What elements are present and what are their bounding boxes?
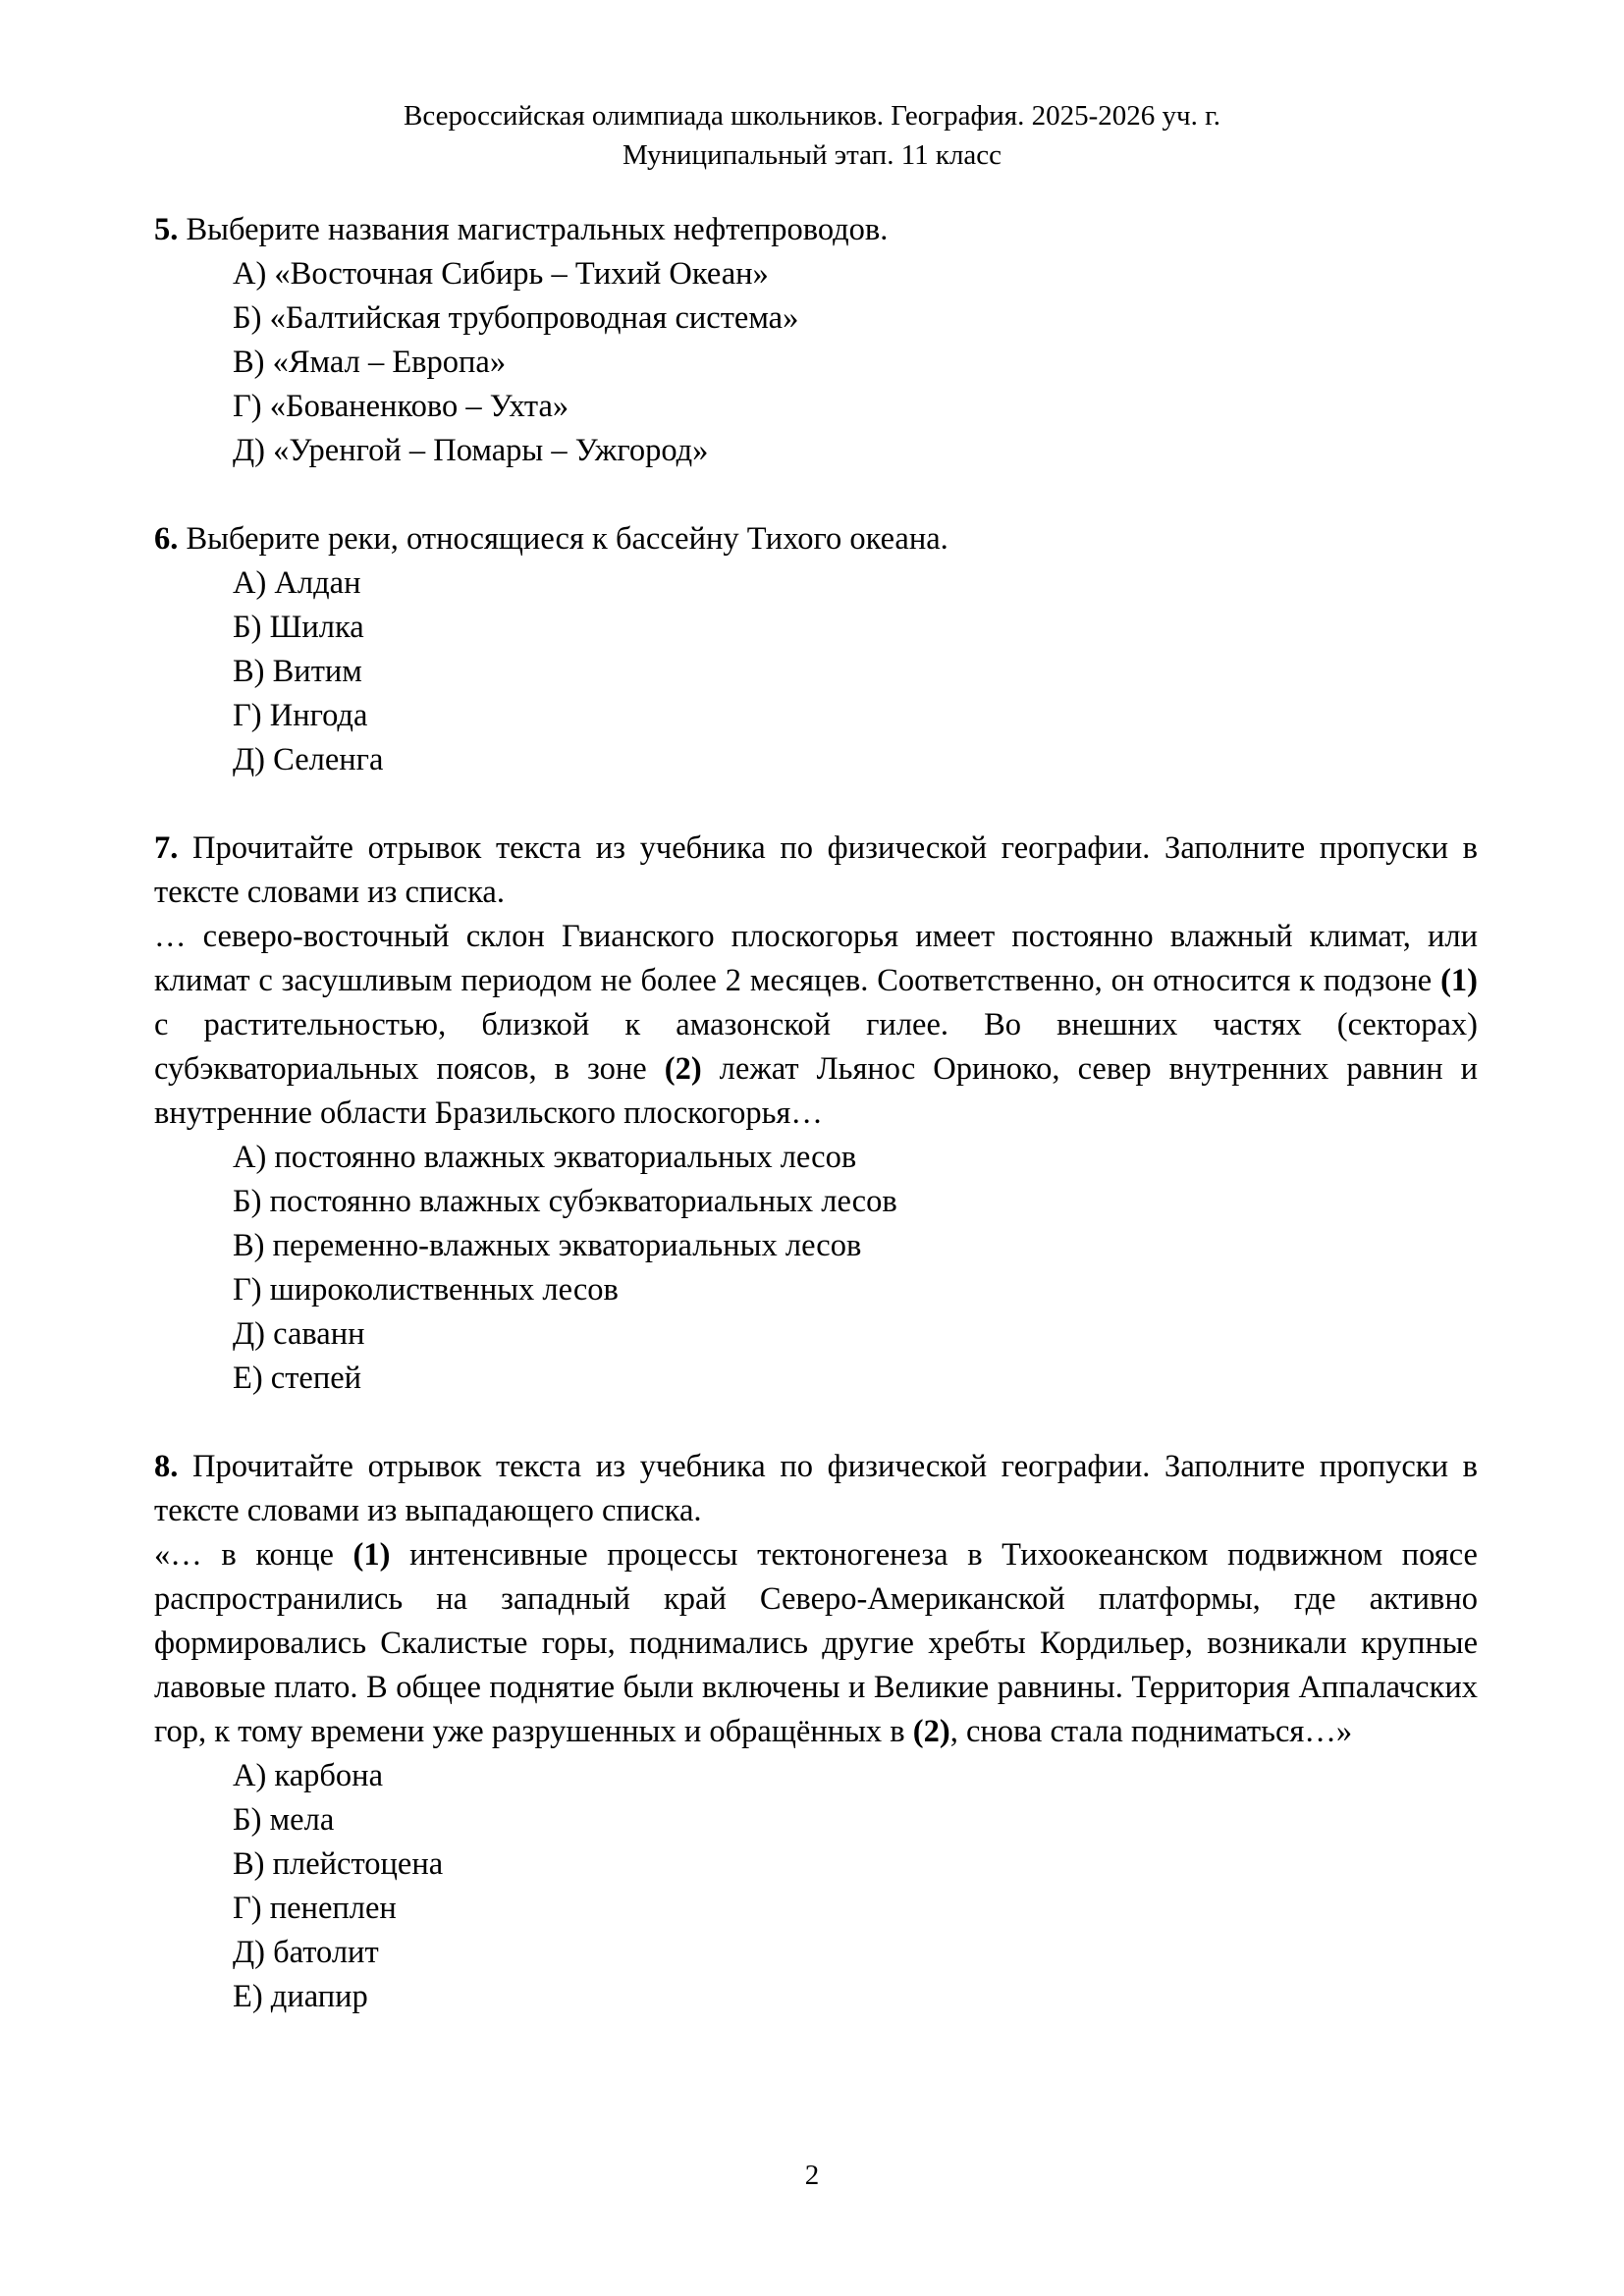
question-prompt [154, 517, 1478, 561]
question-number: 6. [154, 521, 179, 557]
question-7 [154, 827, 1478, 1401]
gap-marker-2: (2) [664, 1051, 702, 1087]
answer-option[interactable]: Д) «Уренгой – Помары – Ужгород» [233, 433, 709, 468]
answer-options [154, 1754, 1478, 2019]
page-header [0, 96, 1624, 175]
question-text: Выберите реки, относящиеся к бассейну Тихого океана. [178, 521, 948, 557]
answer-option[interactable]: Д) саванн [233, 1316, 365, 1352]
answer-option[interactable]: А) «Восточная Сибирь – Тихий Океан» [233, 256, 769, 292]
question-text: Выберите названия магистральных нефтепроводов. [178, 212, 889, 247]
questions-content [154, 208, 1478, 2063]
answer-option[interactable]: В) переменно-влажных экваториальных лесов [233, 1228, 862, 1263]
answer-options [154, 1136, 1478, 1401]
answer-option[interactable]: А) карбона [233, 1758, 383, 1793]
question-number: 8. [154, 1449, 179, 1484]
question-text: Прочитайте отрывок текста из учебника по физической географии. Заполните пропуски в тексте словами из выпадающего списка. [154, 1449, 1478, 1528]
passage-text: с растительностью, близкой к амазонской гилее. Во внешних частях (секторах) субэкваториальных поясов, в зоне [154, 1007, 1478, 1087]
passage-text: интенсивные процессы тектоногенеза в Тихоокеанском подвижном поясе распространились на западный край Северо-Американской платформы, где активно формировались Скалистые горы, поднимались другие хребты Кордильер, возникали крупные лавовые плато. В общее поднятие были включены и Великие равнины. Территория Аппалачских гор, к тому времени уже разрушенных и обращённых в [154, 1537, 1478, 1749]
page-number: 2 [804, 2160, 820, 2191]
answer-option[interactable]: В) плейстоцена [233, 1846, 444, 1882]
question-number: 7. [154, 830, 179, 866]
answer-option[interactable]: Г) «Бованенково – Ухта» [233, 389, 569, 424]
textbook-passage [154, 1533, 1478, 1754]
question-prompt [154, 208, 1478, 252]
answer-option[interactable]: Б) постоянно влажных субэкваториальных лесов [233, 1184, 897, 1219]
question-6 [154, 517, 1478, 782]
answer-options [154, 252, 1478, 473]
passage-text: «… в конце [154, 1537, 353, 1573]
header-olympiad-title: Всероссийская олимпиада школьников. География. 2025-2026 уч. г. [404, 100, 1220, 132]
answer-option[interactable]: Г) Ингода [233, 698, 368, 733]
question-prompt [154, 1445, 1478, 1533]
question-5 [154, 208, 1478, 473]
answer-option[interactable]: Д) батолит [233, 1935, 379, 1970]
answer-option[interactable]: А) постоянно влажных экваториальных лесов [233, 1140, 857, 1175]
passage-text: , снова стала подниматься…» [949, 1714, 1353, 1749]
textbook-passage [154, 915, 1478, 1136]
question-prompt [154, 827, 1478, 915]
answer-option[interactable]: В) «Ямал – Европа» [233, 345, 507, 380]
question-8 [154, 1445, 1478, 2019]
answer-option[interactable]: Е) диапир [233, 1979, 368, 2014]
header-stage-grade: Муниципальный этап. 11 класс [622, 139, 1002, 171]
answer-option[interactable]: Б) «Балтийская трубопроводная система» [233, 300, 799, 336]
answer-option[interactable]: Б) мела [233, 1802, 335, 1838]
answer-option[interactable]: Г) пенеплен [233, 1891, 397, 1926]
answer-option[interactable]: Е) степей [233, 1361, 362, 1396]
answer-option[interactable]: В) Витим [233, 654, 362, 689]
passage-text: … северо-восточный склон Гвианского плоскогорья имеет постоянно влажный климат, или климат с засушливым периодом не более 2 месяцев. Соответственно, он относится к подзоне [154, 919, 1478, 998]
question-number: 5. [154, 212, 179, 247]
answer-option[interactable]: Б) Шилка [233, 610, 364, 645]
gap-marker-2: (2) [912, 1714, 950, 1749]
answer-option[interactable]: Г) широколиственных лесов [233, 1272, 619, 1308]
answer-option[interactable]: А) Алдан [233, 565, 361, 601]
gap-marker-1: (1) [352, 1537, 391, 1573]
answer-option[interactable]: Д) Селенга [233, 742, 384, 777]
question-text: Прочитайте отрывок текста из учебника по физической географии. Заполните пропуски в тексте словами из списка. [154, 830, 1478, 910]
passage-text: лежат Льянос Ориноко, север внутренних равнин и внутренние области Бразильского плоскогорья… [154, 1051, 1478, 1131]
gap-marker-1: (1) [1440, 963, 1478, 998]
answer-options [154, 561, 1478, 782]
